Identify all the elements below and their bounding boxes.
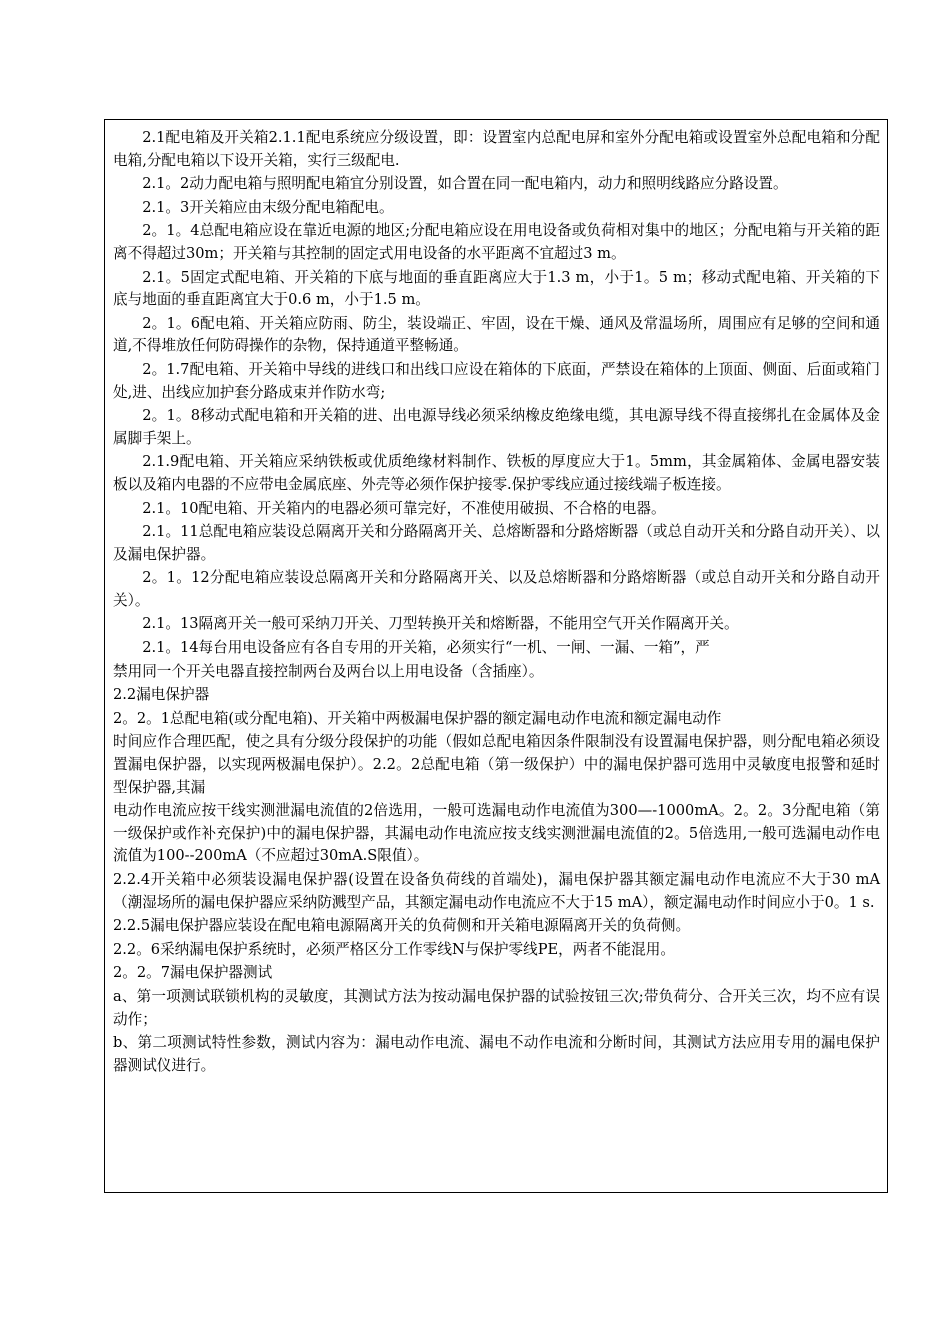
paragraph: 2.1配电箱及开关箱2.1.1配电系统应分级设置，即：设置室内总配电屏和室外分配电箱或设置室外总配电箱和分配电箱,分配电箱以下设开关箱，实行三级配电.	[113, 129, 880, 169]
paragraph: 2。1.7配电箱、开关箱中导线的进线口和出线口应设在箱体的下底面，严禁设在箱体的上顶面、侧面、后面或箱门处,进、出线应加护套分路成束并作防水弯;	[113, 360, 880, 401]
paragraph: 2.1。3开关箱应由末级分配电箱配电。	[142, 198, 394, 216]
paragraph: 2.2.4开关箱中必须装设漏电保护器(设置在设备负荷线的首端处)，漏电保护器其额定漏电动作电流应不大于30 mA（潮湿场所的漏电保护器应采纳防溅型产品，其额定漏电动作电流应不大于15 mA），额定漏电动作时间应小于0。1 s.	[113, 871, 880, 911]
paragraph: 2。1。6配电箱、开关箱应防雨、防尘，装设端正、牢固，设在干燥、通风及常温场所，周围应有足够的空间和通道,不得堆放任何防碍操作的杂物，保持通道平整畅通。	[113, 314, 880, 355]
paragraph: 2.1。5固定式配电箱、开关箱的下底与地面的垂直距离应大于1.3 m，小于1。5 m；移动式配电箱、开关箱的下底与地面的垂直距离宜大于0.6 m，小于1.5 m。	[113, 268, 880, 309]
paragraph: 2。1。4总配电箱应设在靠近电源的地区;分配电箱应设在用电设备或负荷相对集中的地区；分配电箱与开关箱的距离不得超过30m；开关箱与其控制的固定式用电设备的水平距离不宜超过3 m。	[113, 222, 880, 262]
subsection-heading: 2。2。7漏电保护器测试	[113, 964, 273, 982]
document-frame	[104, 119, 888, 1193]
paragraph: a、第一项测试联锁机构的灵敏度，其测试方法为按动漏电保护器的试验按钮三次;带负荷分、合开关三次，均不应有误动作；	[113, 987, 880, 1028]
paragraph: 2.2。6采纳漏电保护系统时，必须严格区分工作零线N与保护零线PE，两者不能混用。	[113, 940, 675, 958]
paragraph: 2。2。1总配电箱(或分配电箱)、开关箱中两极漏电保护器的额定漏电动作电流和额定漏电动作	[113, 709, 722, 727]
paragraph: 2。1。8移动式配电箱和开关箱的进、出电源导线必须采纳橡皮绝缘电缆，其电源导线不得直接绑扎在金属体及金属脚手架上。	[113, 407, 880, 447]
paragraph: b、第二项测试特性参数，测试内容为：漏电动作电流、漏电不动作电流和分断时间，其测试方法应用专用的漏电保护器测试仪进行。	[113, 1034, 880, 1074]
paragraph: 2.1.9配电箱、开关箱应采纳铁板或优质绝缘材料制作、铁板的厚度应大于1。5mm，其金属箱体、金属电器安装板以及箱内电器的不应带电金属底座、外壳等必须作保护接零.保护零线应通过接线端子板连接。	[113, 453, 880, 493]
paragraph: 2。1。12分配电箱应装设总隔离开关和分路隔离开关、以及总熔断器和分路熔断器（或总自动开关和分路自动开关）。	[113, 569, 880, 609]
paragraph: 电动作电流应按干线实测泄漏电流值的2倍选用，一般可选漏电动作电流值为300—-1000mA。2。2。3分配电箱（第一级保护或作补充保护)中的漏电保护器，其漏电动作电流应按支线实测泄漏电流值的2。5倍选用,一般可选漏电动作电流值为100--200mA（不应超过30mA.S限值）。	[113, 802, 880, 865]
paragraph: 禁用同一个开关电器直接控制两台及两台以上用电设备（含插座）。	[113, 662, 544, 680]
paragraph: 2.1。11总配电箱应装设总隔离开关和分路隔离开关、总熔断器和分路熔断器（或总自动开关和分路自动开关）、以及漏电保护器。	[113, 523, 880, 563]
paragraph: 2.1。14每台用电设备应有各自专用的开关箱，必须实行“一机、一闸、一漏、一箱”，严	[142, 639, 710, 657]
paragraph: 2.2.5漏电保护器应装设在配电箱电源隔离开关的负荷侧和开关箱电源隔离开关的负荷侧。	[113, 917, 691, 935]
section-heading: 2.2漏电保护器	[113, 686, 210, 704]
paragraph: 时间应作合理匹配，使之具有分级分段保护的功能（假如总配电箱因条件限制没有设置漏电保护器，则分配电箱必须设置漏电保护器，以实现两极漏电保护）。2.2。2总配电箱（第一级保护）中的漏电保护器可选用中灵敏度电报警和延时型保护器,其漏	[113, 733, 880, 796]
paragraph: 2.1。2动力配电箱与照明配电箱宜分别设置，如合置在同一配电箱内，动力和照明线路应分路设置。	[142, 175, 788, 193]
paragraph: 2.1。10配电箱、开关箱内的电器必须可靠完好，不准使用破损、不合格的电器。	[142, 499, 666, 517]
paragraph: 2.1。13隔离开关一般可采纳刀开关、刀型转换开关和熔断器，不能用空气开关作隔离开关。	[142, 615, 739, 633]
